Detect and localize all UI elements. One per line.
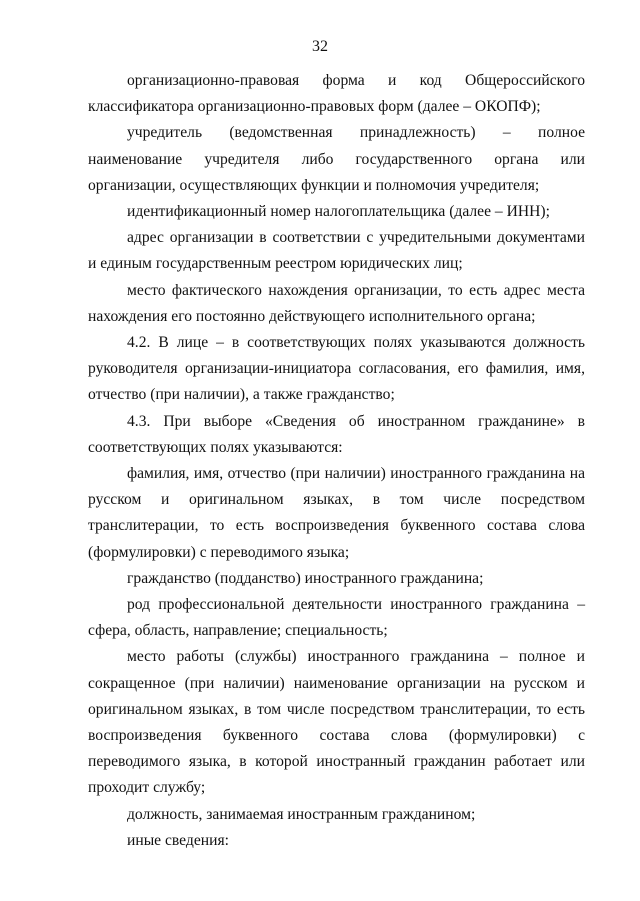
paragraph-workplace: место работы (службы) иностранного гражданина – полное и сокращенное (при наличии) наименование организации на русском и оригинальном языках, в том числе посредством транслитерации, то есть воспроизведения буквенного состава слова (формулировки) с переводимого языка, в которой иностранный гражданин работает или проходит службу;: [88, 648, 585, 797]
paragraph-full-name: фамилия, имя, отчество (при наличии) иностранного гражданина на русском и оригинальном языках, в том числе посредством транслитерации, то есть воспроизведения буквенного состава слова (формулировки) с переводимого языка;: [88, 465, 585, 561]
document-body: [88, 68, 585, 854]
paragraph-address: адрес организации в соответствии с учредительными документами и единым государственным реестром юридических лиц;: [88, 229, 585, 273]
paragraph-4-2: 4.2. В лице – в соответствующих полях указываются должность руководителя организации-инициатора согласования, его фамилия, имя, отчество (при наличии), а также гражданство;: [88, 334, 585, 404]
paragraph-4-3: 4.3. При выборе «Сведения об иностранном гражданине» в соответствующих полях указываются:: [88, 412, 585, 456]
paragraph-okopf: организационно-правовая форма и код Общероссийского классификатора организационно-правовых форм (далее – ОКОПФ);: [88, 72, 585, 116]
paragraph-actual-location: место фактического нахождения организации, то есть адрес места нахождения его постоянно действующего исполнительного органа;: [88, 281, 585, 325]
paragraph-occupation: род профессиональной деятельности иностранного гражданина – сфера, область, направление; специальность;: [88, 596, 585, 640]
paragraph-citizenship: гражданство (подданство) иностранного гражданина;: [127, 569, 484, 587]
paragraph-other-info: иные сведения:: [127, 831, 229, 849]
paragraph-founder: учредитель (ведомственная принадлежность) – полное наименование учредителя либо государственного органа или организации, осуществляющих функции и полномочия учредителя;: [88, 124, 585, 194]
paragraph-position: должность, занимаемая иностранным гражданином;: [127, 805, 476, 823]
paragraph-inn: идентификационный номер налогоплательщика (далее – ИНН);: [127, 203, 550, 221]
page-number: 32: [312, 38, 328, 55]
